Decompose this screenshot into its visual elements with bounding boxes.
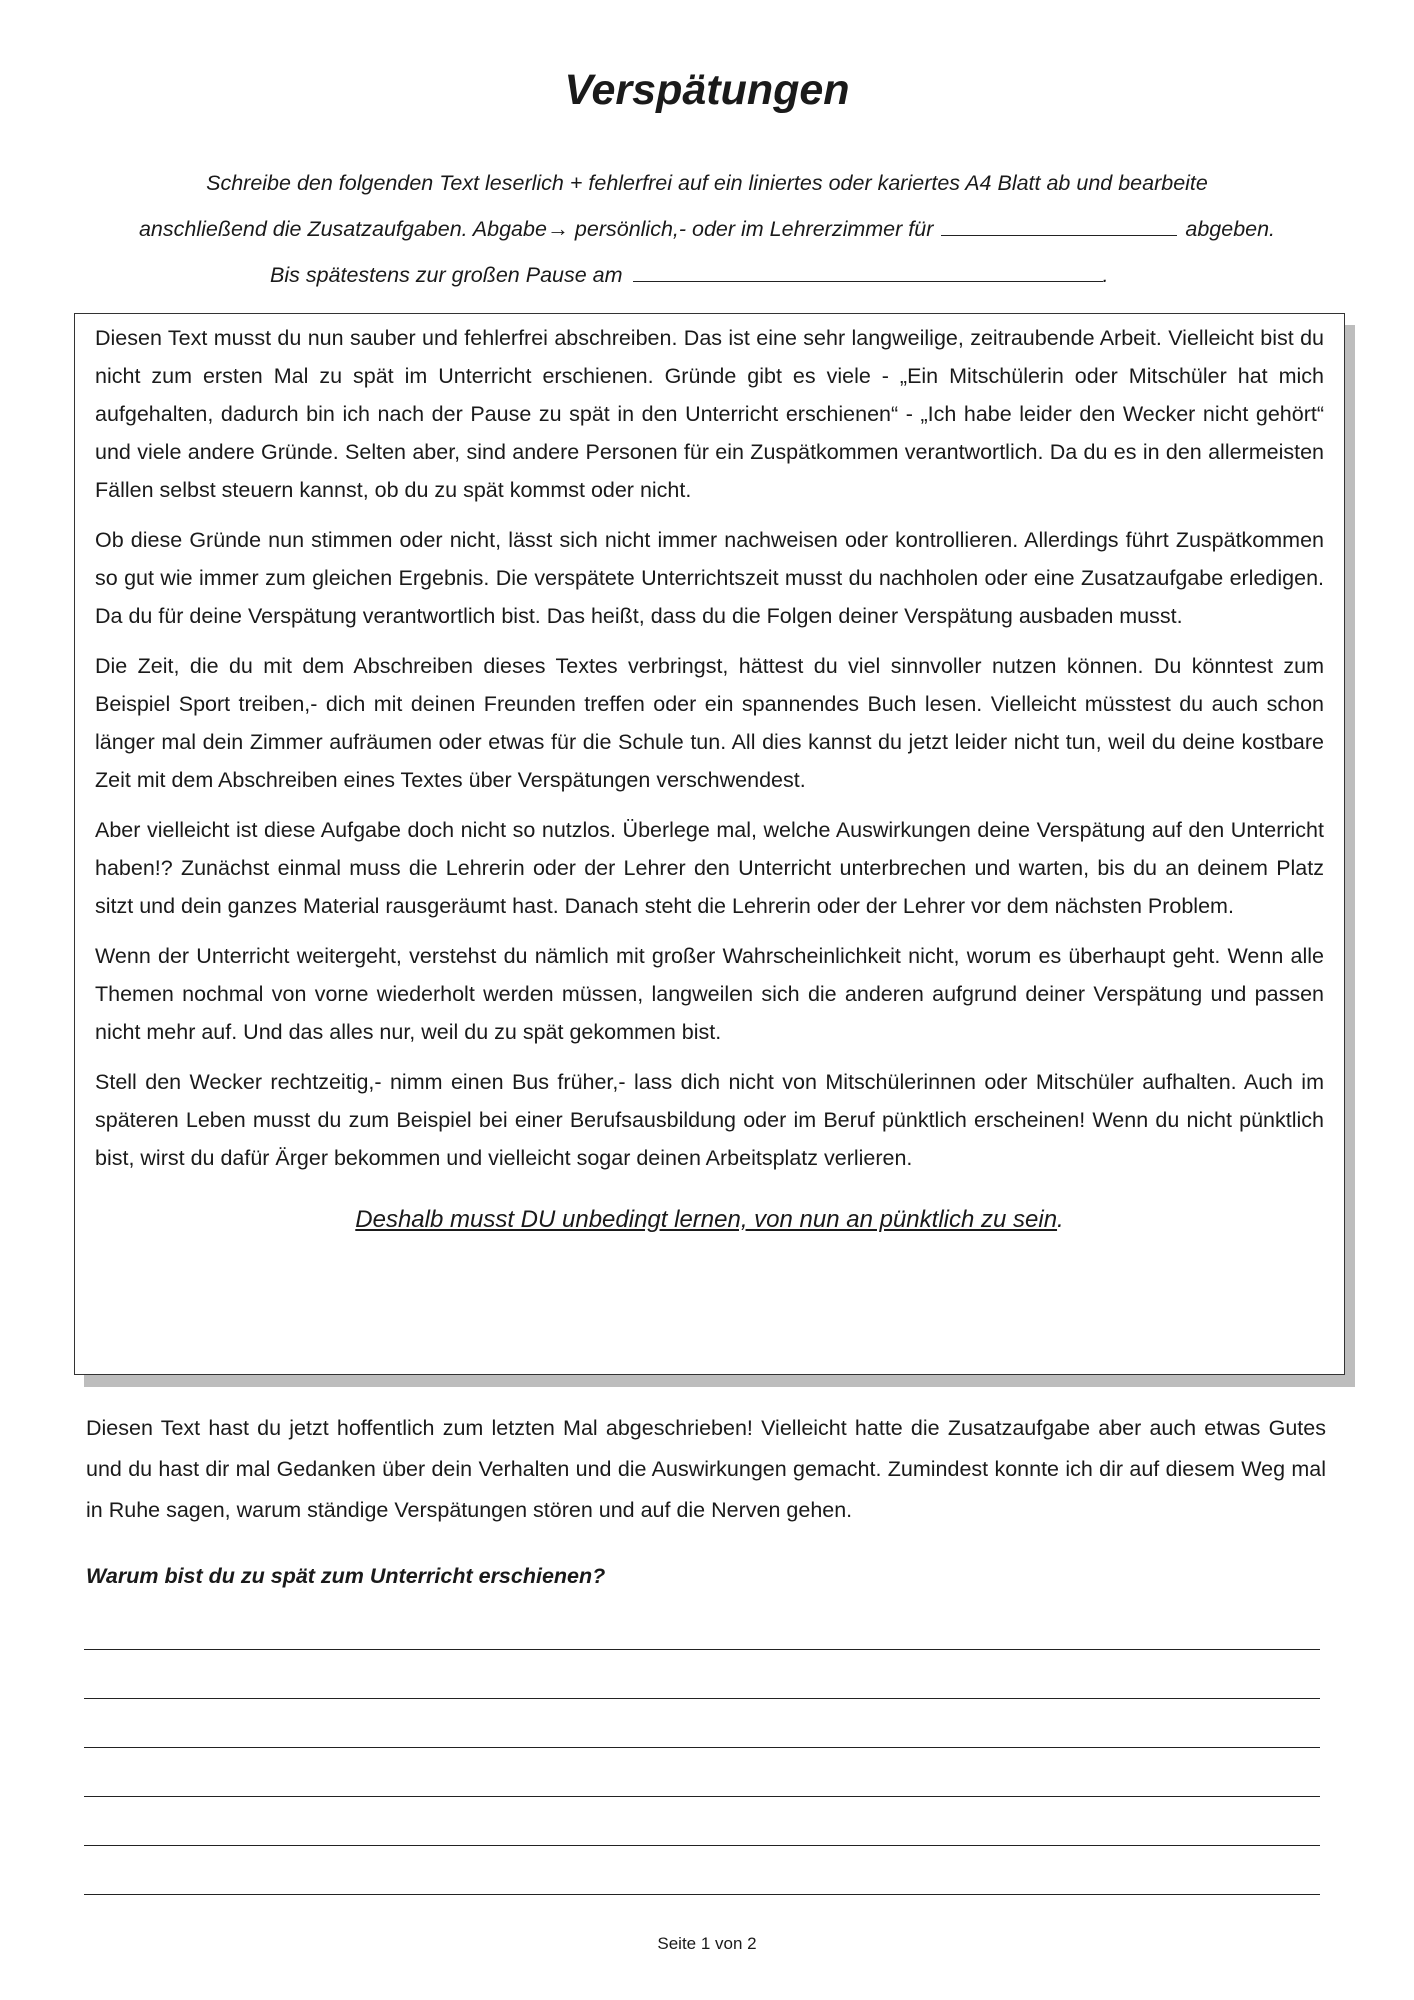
answer-line[interactable] xyxy=(84,1699,1320,1748)
closing-statement-period: . xyxy=(1057,1206,1064,1233)
answer-line[interactable] xyxy=(84,1846,1320,1895)
page-number: Seite 1 von 2 xyxy=(657,1934,757,1953)
instructions-line-2-middle: persönlich,- oder im Lehrerzimmer für xyxy=(568,217,934,241)
copy-text-paragraph: Diesen Text musst du nun sauber und fehlerfrei abschreiben. Das ist eine sehr langweilige, zeitraubende Arbeit. Vielleicht bist du nicht zum ersten Mal zu spät im Unterricht erschienen. Gründe gibt es viele - „Ein Mitschülerin oder Mitschüler hat mich aufgehalten, dadurch bin ich nach der Pause zu spät in den Unterricht erschienen“ - „Ich habe leider den Wecker nicht gehört“ und viele andere Gründe. Selten aber, sind andere Personen für ein Zuspätkommen verantwortlich. Da du es in den allermeisten Fällen selbst steuern kannst, ob du zu spät kommst oder nicht. xyxy=(95,326,1324,502)
page-title: Verspätungen xyxy=(564,66,850,114)
copy-text-paragraph: Stell den Wecker rechtzeitig,- nimm einen Bus früher,- lass dich nicht von Mitschülerinnen oder Mitschüler aufhalten. Auch im späteren Leben musst du zum Beispiel bei einer Berufsausbildung oder im Beruf pünktlich erscheinen! Wenn du nicht pünktlich bist, wirst du dafür Ärger bekommen und vielleicht sogar deinen Arbeitsplatz verlieren. xyxy=(95,1070,1324,1170)
right-arrow-icon: → xyxy=(546,216,569,241)
instructions xyxy=(80,160,1334,298)
instructions-line-1: Schreibe den folgenden Text leserlich + fehlerfrei auf ein liniertes oder kariertes A4 Blatt ab und bearbeite xyxy=(206,171,1208,195)
teacher-name-blank xyxy=(941,213,1177,236)
copy-text-paragraph: Wenn der Unterricht weitergeht, verstehst du nämlich mit großer Wahrscheinlichkeit nicht, worum es überhaupt geht. Wenn alle Themen nochmal von vorne wiederholt werden müssen, langweilen sich die anderen aufgrund deiner Verspätung und passen nicht mehr auf. Und das alles nur, weil du zu spät gekommen bist. xyxy=(95,944,1324,1044)
copy-text-paragraph: Ob diese Gründe nun stimmen oder nicht, lässt sich nicht immer nachweisen oder kontrollieren. Allerdings führt Zuspätkommen so gut wie immer zum gleichen Ergebnis. Die verspätete Unterrichtszeit musst du nachholen oder eine Zusatzaufgabe erledigen. Da du für deine Verspätung verantwortlich bist. Das heißt, dass du die Folgen deiner Verspätung ausbaden musst. xyxy=(95,528,1324,628)
answer-line[interactable] xyxy=(84,1650,1320,1699)
answer-line[interactable] xyxy=(84,1601,1320,1650)
follow-up-text: Diesen Text hast du jetzt hoffentlich zum letzten Mal abgeschrieben! Vielleicht hatte die Zusatzaufgabe aber auch etwas Gutes und du hast dir mal Gedanken über dein Verhalten und die Auswirkungen gemacht. Zumindest konnte ich dir auf diesem Weg mal in Ruhe sagen, warum ständige Verspätungen stören und auf die Nerven gehen. xyxy=(86,1416,1326,1522)
instructions-line-3-end: . xyxy=(1102,263,1109,287)
instructions-line-2 xyxy=(80,206,1334,252)
answer-line[interactable] xyxy=(84,1797,1320,1846)
deadline-date-blank xyxy=(633,259,1103,282)
instructions-line-3 xyxy=(80,252,1334,298)
copy-text-box xyxy=(74,313,1345,1375)
question-heading: Warum bist du zu spät zum Unterricht erschienen? xyxy=(86,1564,606,1588)
instructions-line-2-end: abgeben. xyxy=(1185,217,1276,241)
closing-statement-text: Deshalb musst DU unbedingt lernen, von nun an pünktlich zu sein xyxy=(355,1206,1058,1233)
instructions-line-2-start: anschließend die Zusatzaufgaben. Abgabe xyxy=(138,217,547,241)
answer-line[interactable] xyxy=(84,1748,1320,1797)
copy-text-paragraph: Aber vielleicht ist diese Aufgabe doch nicht so nutzlos. Überlege mal, welche Auswirkungen deine Verspätung auf den Unterricht haben!? Zunächst einmal muss die Lehrerin oder der Lehrer den Unterricht unterbrechen und warten, bis du an deinem Platz sitzt und dein ganzes Material rausgeräumt hast. Danach steht die Lehrerin oder der Lehrer vor dem nächsten Problem. xyxy=(95,818,1324,918)
answer-area[interactable] xyxy=(84,1601,1320,1895)
closing-statement xyxy=(95,1201,1324,1239)
copy-text-paragraph: Die Zeit, die du mit dem Abschreiben dieses Textes verbringst, hättest du viel sinnvoller nutzen können. Du könntest zum Beispiel Sport treiben,- dich mit deinen Freunden treffen oder ein spannendes Buch lesen. Vielleicht müsstest du auch schon länger mal dein Zimmer aufräumen oder etwas für die Schule tun. All dies kannst du jetzt leider nicht tun, weil du deine kostbare Zeit mit dem Abschreiben eines Textes über Verspätungen verschwendest. xyxy=(95,654,1324,792)
instructions-line-3-start: Bis spätestens zur großen Pause am xyxy=(270,263,623,287)
